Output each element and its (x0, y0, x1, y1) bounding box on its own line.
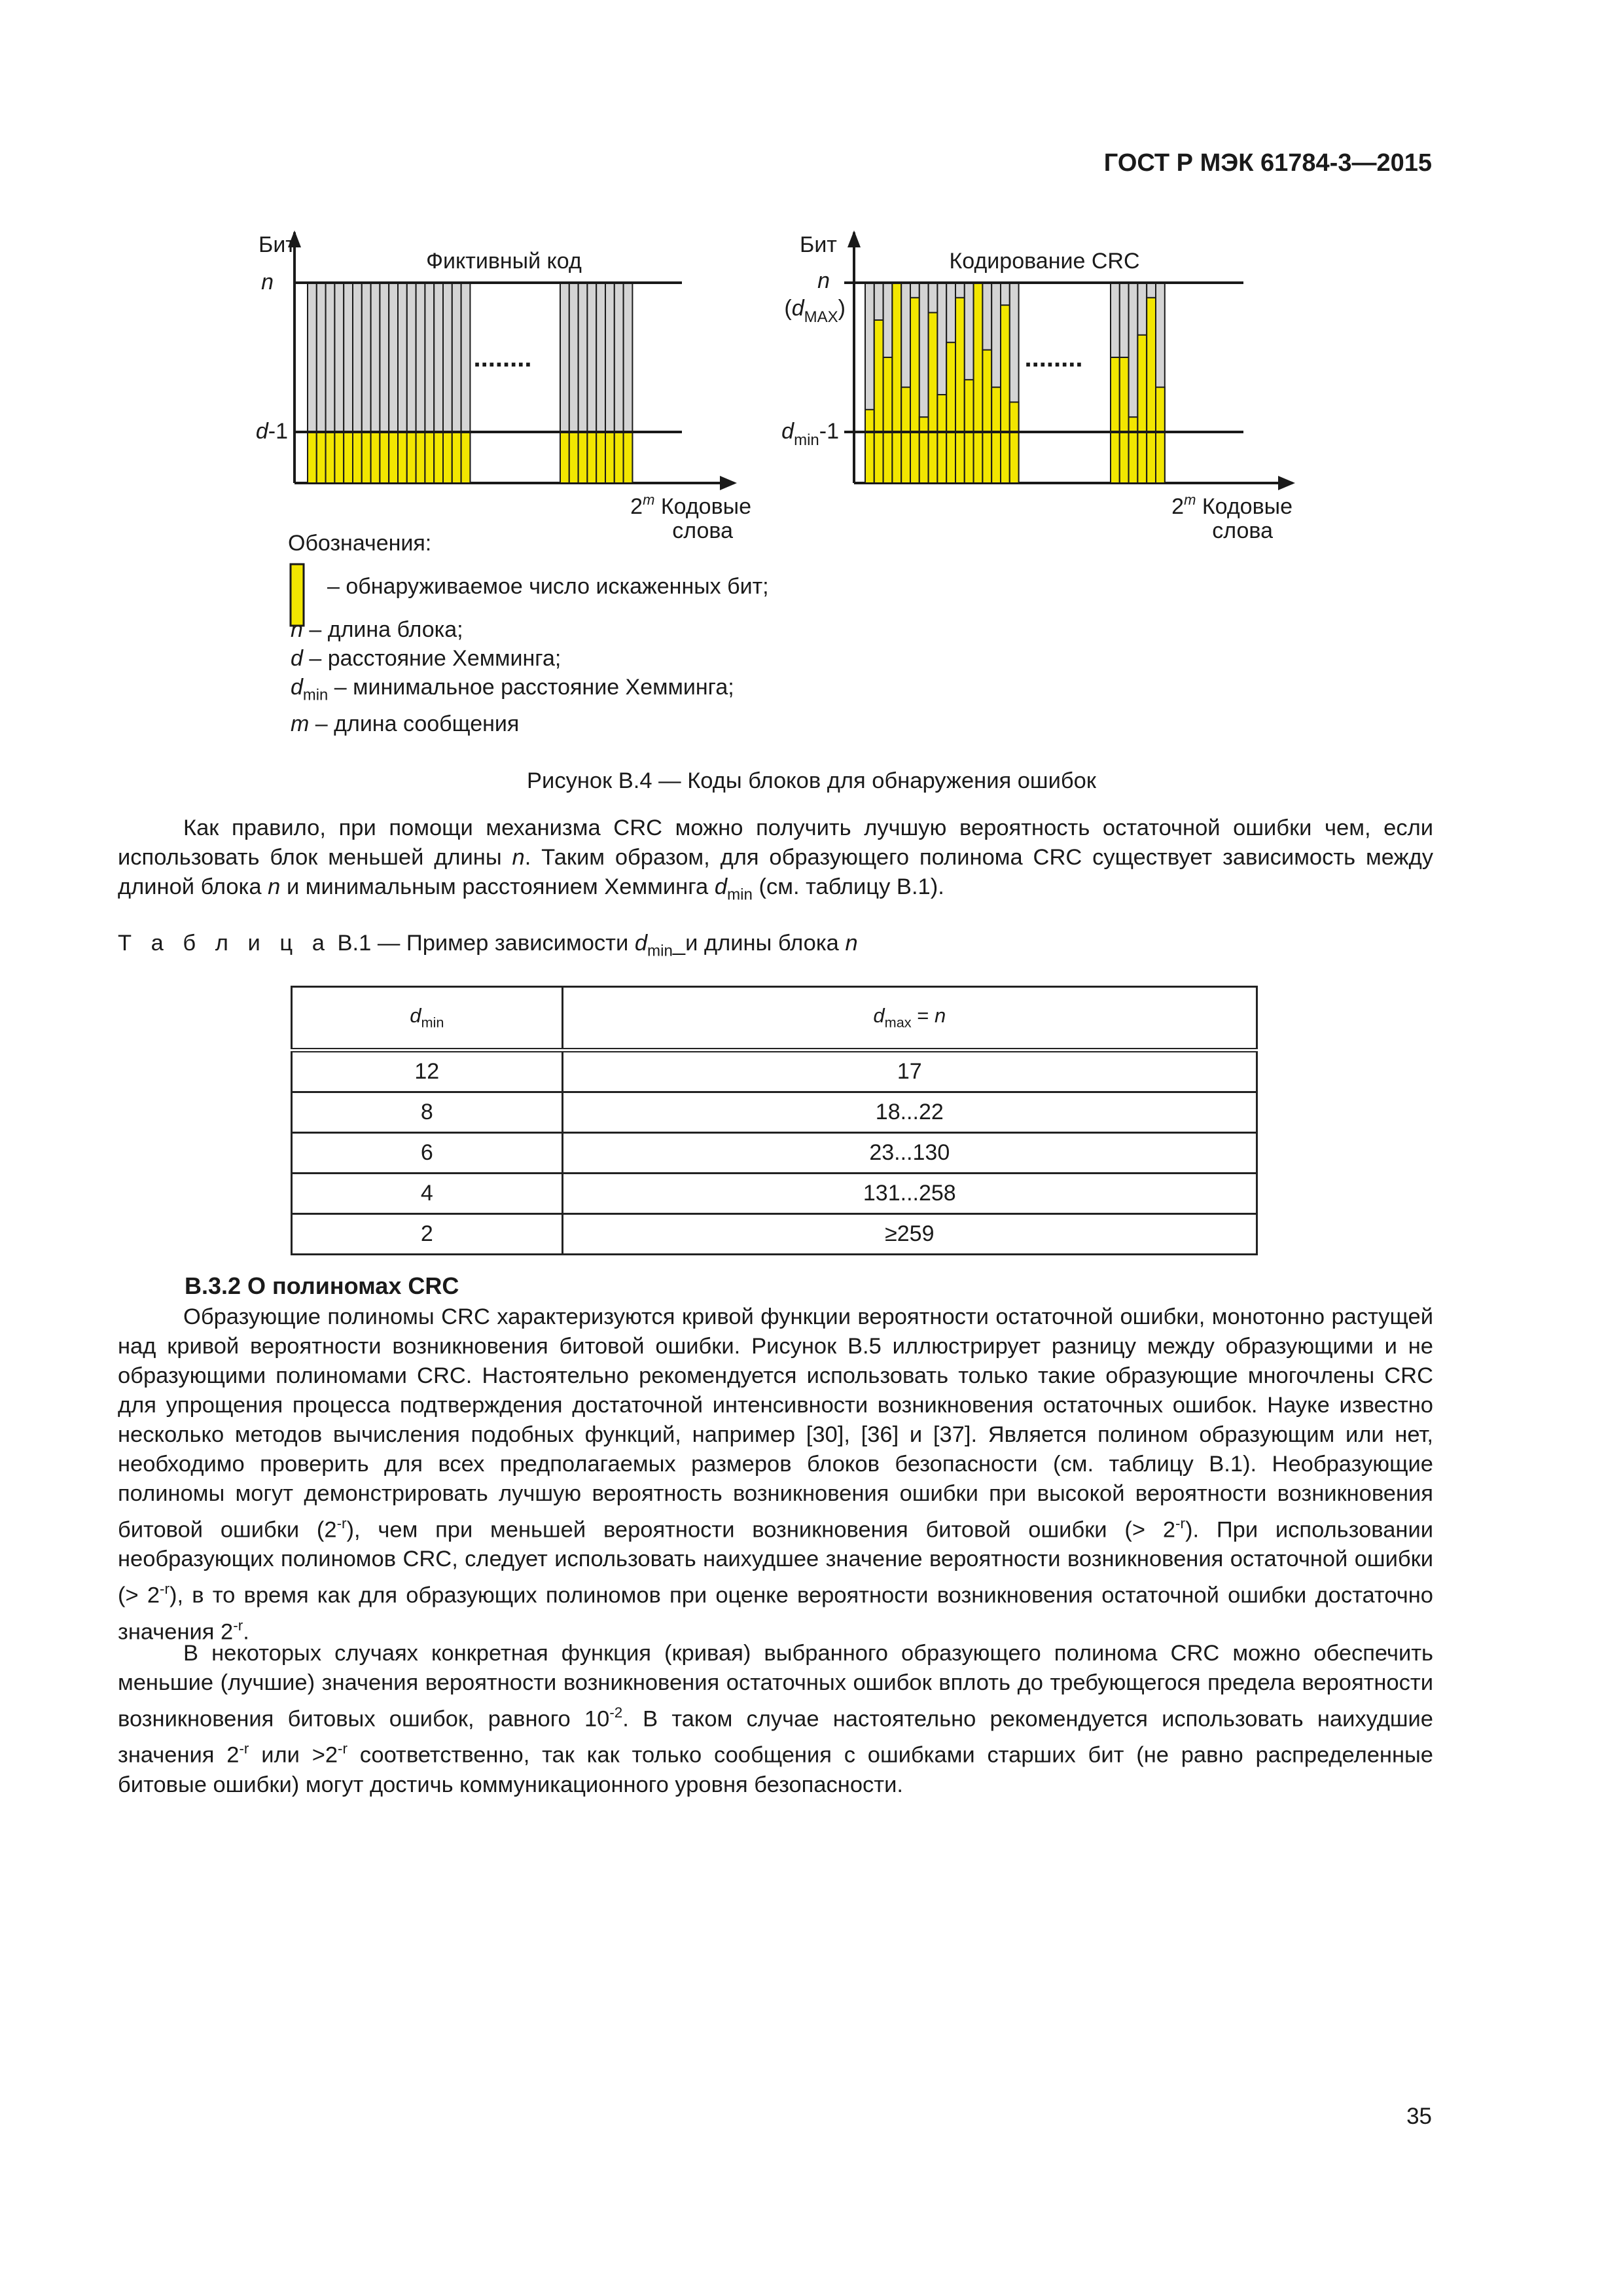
right-bar (1001, 305, 1010, 483)
legend-item-n: n – длина блока; (291, 617, 463, 642)
right-bar (955, 298, 965, 483)
left-bar (371, 432, 380, 483)
left-bar (380, 432, 389, 483)
right-dots: ........ (1024, 344, 1083, 372)
right-bar (865, 410, 874, 483)
left-bar (605, 432, 615, 483)
left-bars-group-1 (308, 283, 470, 483)
right-bar (1010, 402, 1019, 483)
left-bar (434, 432, 443, 483)
left-bar (326, 432, 335, 483)
right-bar (1137, 335, 1147, 483)
right-n-label: n (817, 268, 830, 293)
right-bar (892, 283, 901, 483)
right-bar (929, 313, 938, 483)
right-bar (1147, 298, 1156, 483)
right-bar (910, 298, 919, 483)
paragraph-1: Как правило, при помощи механизма CRC можно получить лучшую вероятность остаточной ошибки чем, если использовать блок меньшей длины n. Таким образом, для образующего полинома CRC существует зависимость между длиной блока n и минимальным расстоянием Хемминга $d_{min}$ (см. таблицу В.1). (118, 816, 1433, 904)
left-bar (425, 432, 434, 483)
left-bar (308, 432, 317, 483)
right-bars-group-1 (865, 283, 1019, 483)
right-dmin1-label: $d_{min}-1$ (781, 419, 839, 449)
crc-coding-chart (781, 230, 1295, 543)
dmin-table (291, 986, 1258, 1255)
right-bar (937, 395, 946, 483)
left-bar (344, 432, 353, 483)
legend-item-m: m – длина сообщения (291, 711, 520, 737)
left-bar (362, 432, 371, 483)
right-x-label-2: слова (1212, 518, 1273, 543)
figure-legend (288, 529, 769, 738)
left-bar (416, 432, 425, 483)
left-bar (569, 432, 579, 483)
left-bar (624, 432, 633, 483)
table-row: 8 18...22 (292, 1092, 1257, 1133)
right-dmax-label: $(d_{MAX})$ (784, 296, 846, 326)
right-y-label: Бит (800, 232, 837, 257)
left-y-label: Бит (259, 232, 296, 257)
section-title: В.3.2 О полиномах CRC (185, 1272, 459, 1299)
left-bar (596, 432, 605, 483)
left-bars-group-2 (560, 283, 632, 483)
right-title: Кодирование CRC (949, 249, 1140, 274)
legend-item-detected: – обнаруживаемое число искаженных бит; (327, 574, 769, 599)
right-bar (946, 342, 955, 483)
left-bar (615, 432, 624, 483)
left-bar (317, 432, 326, 483)
right-bar (901, 387, 910, 483)
left-bar (334, 432, 344, 483)
right-bar (874, 320, 883, 483)
legend-item-dmin: $d_{min}$ – минимальное расстояние Хемминга; (291, 675, 734, 704)
table-row: 12 17 (292, 1050, 1257, 1092)
left-d1-label: d-1 (255, 419, 288, 444)
right-bar (991, 387, 1001, 483)
figure-caption: Рисунок В.4 — Коды блоков для обнаружения ошибок (527, 768, 1096, 793)
right-x-label-1: 2$^m$ Кодовые (1171, 492, 1293, 519)
right-bar (883, 357, 893, 483)
legend-title: Обозначения: (288, 531, 432, 556)
page-number: 35 (1406, 2104, 1432, 2129)
right-bar (1111, 357, 1120, 483)
table-row: 2 ≥259 (292, 1214, 1257, 1255)
right-bar (982, 350, 991, 483)
paragraph-2: Образующие полиномы CRC характеризуются кривой функции вероятности остаточной ошибки, монотонно растущей над кривой вероятности возникновения битовой ошибки. Рисунок В.5 иллюстрирует разницу между образующими и не образующими полиномами CRC. Настоятельно рекомендуется использовать только такие образующие многочлены CRC для упрощения процесса подтверждения достаточной интенсивности возникновения остаточных ошибок. Науке известно несколько методов вычисления подобных функций, например [30], [36] и [37]. Является полином образующим или нет, необходимо проверить для всех предполагаемых размеров блоков безопасности (см. таблицу В.1). Необразующие полиномы могут демонстрировать лучшую вероятность возникновения ошибки при высокой вероятности возникновения битовой ошибки $(2^{-r})$, чем при меньшей вероятности возникновения битовой ошибки (> $2^{-r}$). При использовании необразующих полиномов CRC, следует использовать наихудшее значение вероятности возникновения остаточной ошибки (> $2^{-r}$), в то время как для образующих полиномов при оценке вероятности возникновения остаточной ошибки достаточно значения $2^{-r}$. (118, 1304, 1433, 1645)
table-header-dmax: $d_{max} = n$ (562, 987, 1257, 1050)
right-bar (1129, 417, 1138, 483)
right-bars-group-2 (1111, 283, 1165, 483)
left-dots: ........ (473, 344, 532, 372)
left-bar (461, 432, 471, 483)
left-n-label: n (261, 270, 274, 295)
right-bar (919, 417, 929, 483)
legend-item-d: d – расстояние Хемминга; (291, 646, 562, 671)
left-bar (587, 432, 596, 483)
left-bar (398, 432, 407, 483)
left-x-label-2: слова (672, 518, 733, 543)
table-caption: Т а б л и ц а В.1 — Пример зависимости $d_{min}\_и$ длины блока n (118, 931, 858, 960)
left-x-label-1: 2$^m$ Кодовые (630, 492, 751, 519)
left-bar (389, 432, 398, 483)
left-title: Фиктивный код (426, 249, 582, 274)
table-row: 6 23...130 (292, 1133, 1257, 1174)
left-bar (443, 432, 452, 483)
left-bar (579, 432, 588, 483)
paragraph-3: В некоторых случаях конкретная функция (кривая) выбранного образующего полинома CRC можно обеспечить меньшие (лучшие) значения вероятности возникновения остаточных ошибок вплоть до требующегося предела вероятности возникновения битовых ошибок, равного $10^{-2}$. В таком случае настоятельно рекомендуется использовать наихудшие значения $2^{-r}$ или $>2^{-r}$ соответственно, так как только сообщения с ошибками старших бит (не равно распределенные битовые ошибки) могут достичь коммуникационного уровня безопасности. (118, 1641, 1433, 1797)
table-row: 4 131...258 (292, 1174, 1257, 1214)
dummy-code-chart (256, 230, 751, 543)
table-header-dmin: $d_{min}$ (292, 987, 563, 1050)
right-bar (1156, 387, 1165, 483)
page-header: ГОСТ Р МЭК 61784-3—2015 (1103, 149, 1432, 177)
left-bar (452, 432, 461, 483)
right-bar (974, 283, 983, 483)
left-bar (560, 432, 569, 483)
left-bar (407, 432, 416, 483)
block-codes-figure (0, 0, 1623, 772)
right-bar (1120, 357, 1129, 483)
left-bar (353, 432, 362, 483)
